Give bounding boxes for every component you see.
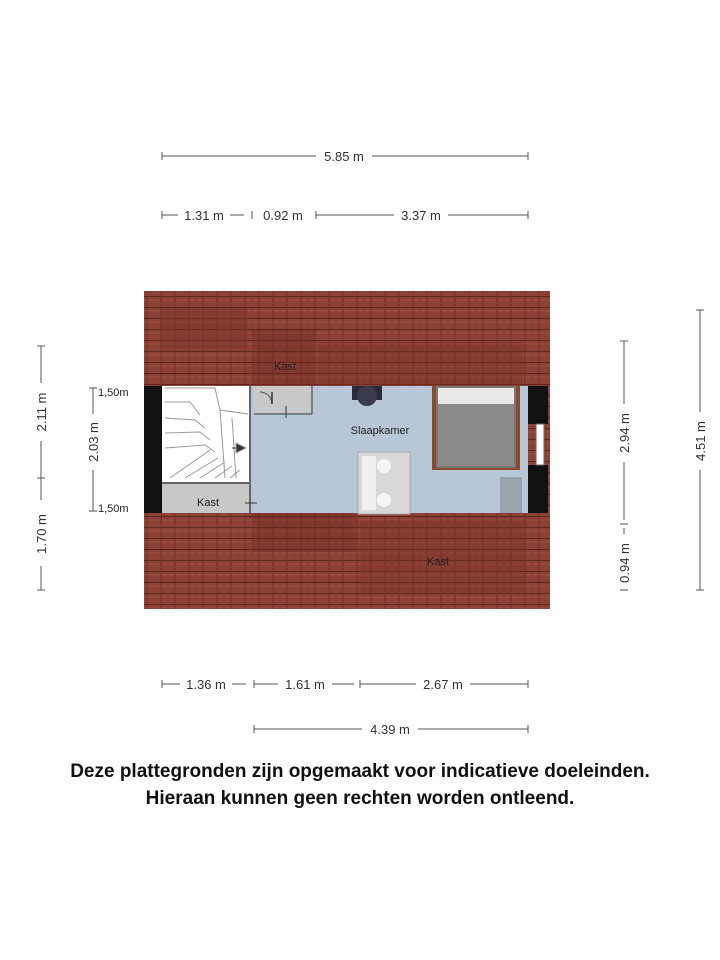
dormer-bottom-left xyxy=(252,512,356,552)
dim-right-lower-label: 0.94 m xyxy=(617,543,632,583)
dim-bottom-seg3-label: 2.67 m xyxy=(423,677,463,692)
closet-top-floor xyxy=(254,386,312,414)
dim-left-upper-label: 2.11 m xyxy=(34,392,49,432)
dim-bottom-seg2-label: 1.61 m xyxy=(285,677,325,692)
dim-top-seg3-label: 3.37 m xyxy=(401,208,441,223)
dim-right-upper-label: 2.94 m xyxy=(617,413,632,453)
dim-left-inner-label: 2.03 m xyxy=(86,422,101,462)
dim-bottom-seg1-label: 1.36 m xyxy=(186,677,226,692)
stair-area xyxy=(162,386,250,483)
wardrobe-unit xyxy=(500,477,522,513)
label-kast-left: Kast xyxy=(196,497,220,509)
wall-right-lower xyxy=(528,465,548,513)
wall-left xyxy=(144,386,162,513)
sofa xyxy=(358,452,410,514)
dormer-top-right xyxy=(318,342,523,385)
label-slaapkamer: Slaapkamer xyxy=(350,425,410,437)
dim-right-total-label: 4.51 m xyxy=(693,421,708,461)
dim-top-seg1-label: 1.31 m xyxy=(184,208,224,223)
label-kast-top: Kast xyxy=(273,361,297,373)
height-lower: 1,50m xyxy=(98,503,129,515)
dim-top-seg2-label: 0.92 m xyxy=(263,208,303,223)
disclaimer xyxy=(0,758,720,812)
dim-left-lower-label: 1.70 m xyxy=(34,514,49,554)
dormer-top-left xyxy=(160,308,248,348)
bed xyxy=(432,386,520,470)
disclaimer-line-2: Hieraan kunnen geen rechten worden ontleend. xyxy=(145,788,575,809)
height-upper: 1,50m xyxy=(98,387,129,399)
wall-right-upper xyxy=(528,386,548,424)
dim-top-total-label: 5.85 m xyxy=(324,149,364,164)
window-right xyxy=(536,424,544,465)
dormer-top-mid xyxy=(252,330,314,385)
disclaimer-line-1: Deze plattegronden zijn opgemaakt voor indicatieve doeleinden. xyxy=(70,761,650,782)
label-kast-bottom: Kast xyxy=(426,556,450,568)
dim-bottom-total-label: 4.39 m xyxy=(370,722,410,737)
